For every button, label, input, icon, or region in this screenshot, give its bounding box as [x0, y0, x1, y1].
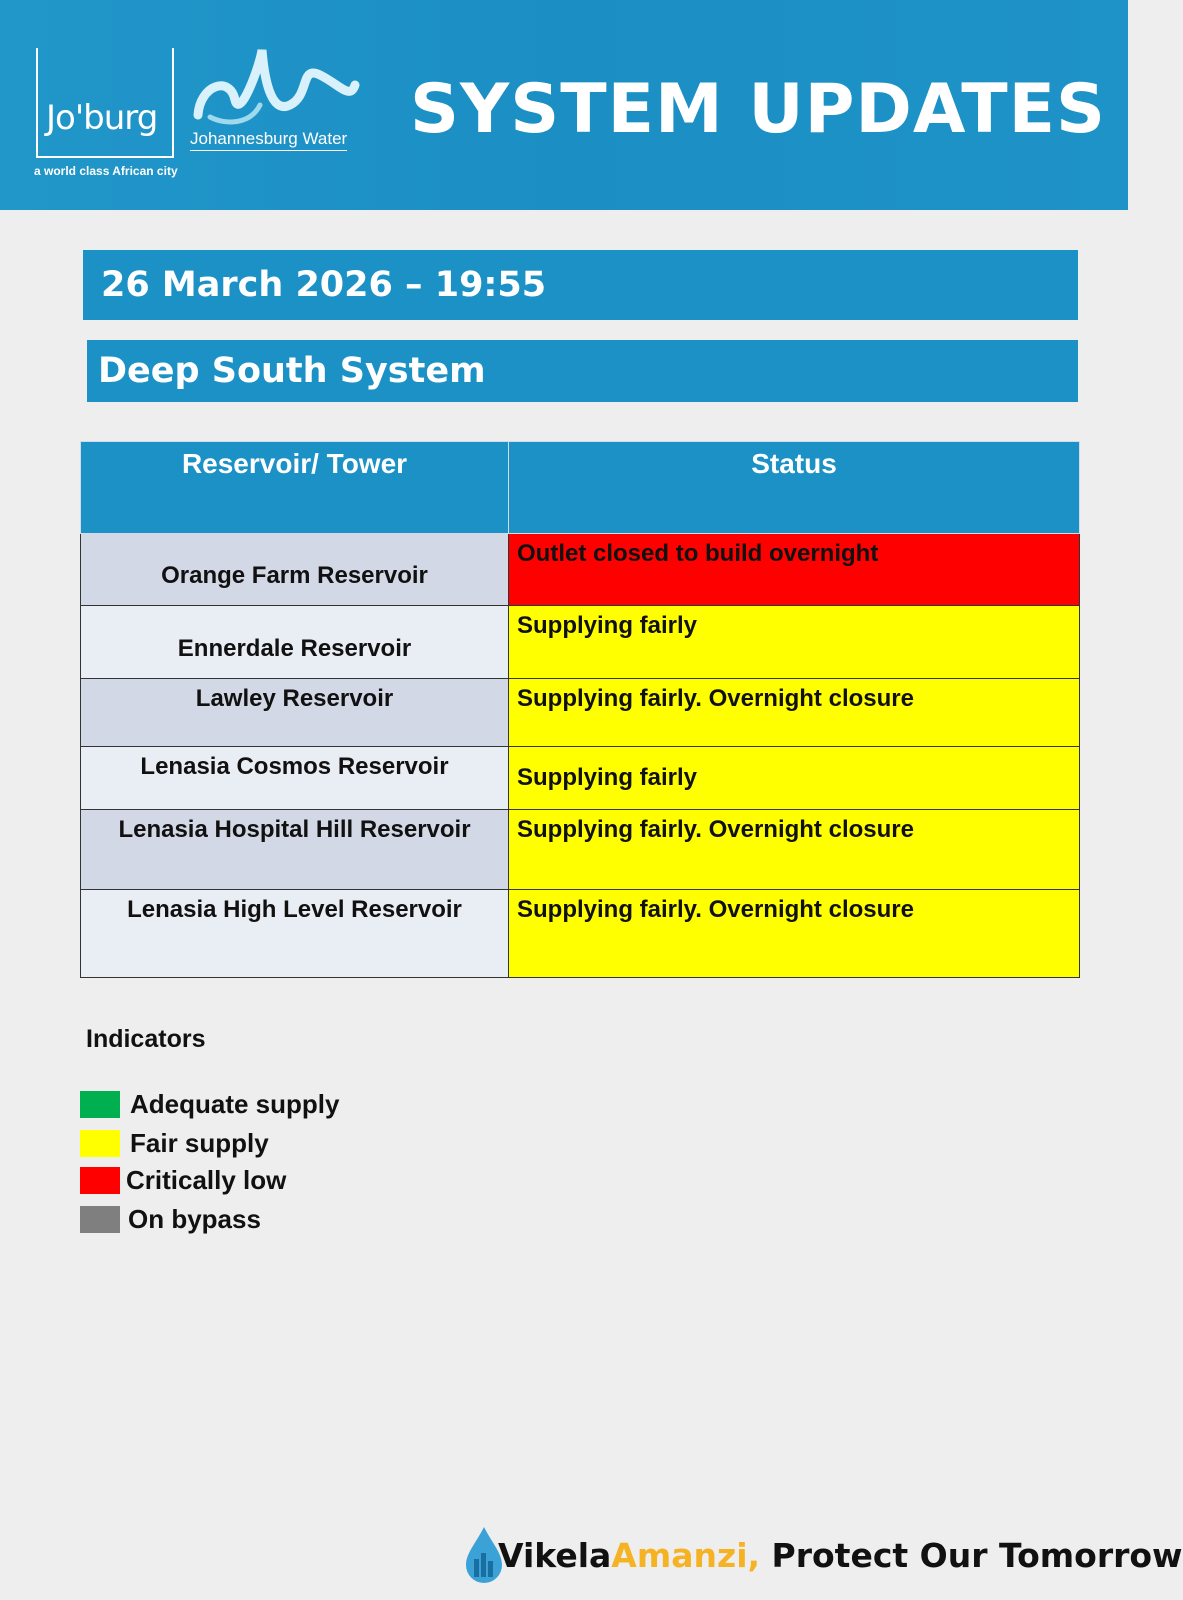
reservoir-name: Lenasia High Level Reservoir: [81, 890, 509, 978]
footer-slogan: [462, 1525, 1183, 1585]
date-time-text: 26 March 2026 – 19:55: [101, 265, 547, 305]
status-cell: Supplying fairly: [509, 747, 1080, 810]
water-wave-icon: [190, 45, 360, 130]
table-row: [81, 810, 1080, 890]
slogan-part-amanzi: Amanzi,: [611, 1535, 761, 1575]
legend-label: Fair supply: [130, 1128, 269, 1158]
legend-label: Critically low: [126, 1165, 287, 1195]
table-row: [81, 534, 1080, 606]
page-title: SYSTEM UPDATES: [410, 70, 1107, 149]
slogan-part-protect: Protect Our Tomorrow: [760, 1535, 1183, 1575]
legend-item-critical: [80, 1165, 286, 1196]
legend-label: Adequate supply: [130, 1089, 340, 1119]
table-row: [81, 747, 1080, 810]
status-cell: Supplying fairly: [509, 606, 1080, 679]
status-cell: Supplying fairly. Overnight closure: [509, 810, 1080, 890]
legend-item-adequate: [80, 1089, 339, 1120]
date-time-bar: [83, 250, 1078, 320]
legend-label: On bypass: [128, 1204, 261, 1234]
column-header-reservoir: Reservoir/ Tower: [81, 442, 509, 534]
status-cell: Outlet closed to build overnight: [509, 534, 1080, 606]
reservoir-name: Ennerdale Reservoir: [81, 606, 509, 679]
reservoir-status-table: [80, 441, 1080, 978]
reservoir-name: Lenasia Hospital Hill Reservoir: [81, 810, 509, 890]
table-row: [81, 606, 1080, 679]
johannesburg-water-text: Johannesburg Water: [190, 129, 347, 151]
yellow-swatch: [80, 1130, 120, 1157]
reservoir-name: Lenasia Cosmos Reservoir: [81, 747, 509, 810]
reservoir-name: Orange Farm Reservoir: [81, 534, 509, 606]
grey-swatch: [80, 1206, 120, 1233]
column-header-status: Status: [509, 442, 1080, 534]
joburg-logo: [30, 48, 180, 183]
table-header-row: [81, 442, 1080, 534]
status-cell: Supplying fairly. Overnight closure: [509, 679, 1080, 747]
status-cell: Supplying fairly. Overnight closure: [509, 890, 1080, 978]
reservoir-name: Lawley Reservoir: [81, 679, 509, 747]
joburg-tagline: a world class African city: [34, 164, 178, 178]
table-row: [81, 679, 1080, 747]
system-name-bar: [87, 340, 1078, 402]
legend-title: Indicators: [86, 1025, 206, 1053]
table-row: [81, 890, 1080, 978]
legend-item-bypass: [80, 1204, 261, 1235]
johannesburg-water-logo: [190, 45, 370, 155]
slogan-part-vikela: Vikela: [498, 1535, 612, 1575]
red-swatch: [80, 1167, 120, 1194]
joburg-logo-text: Jo'burg: [46, 98, 158, 138]
legend-item-fair: [80, 1128, 269, 1159]
system-name-text: Deep South System: [98, 351, 486, 391]
header-banner: [0, 0, 1128, 210]
green-swatch: [80, 1091, 120, 1118]
